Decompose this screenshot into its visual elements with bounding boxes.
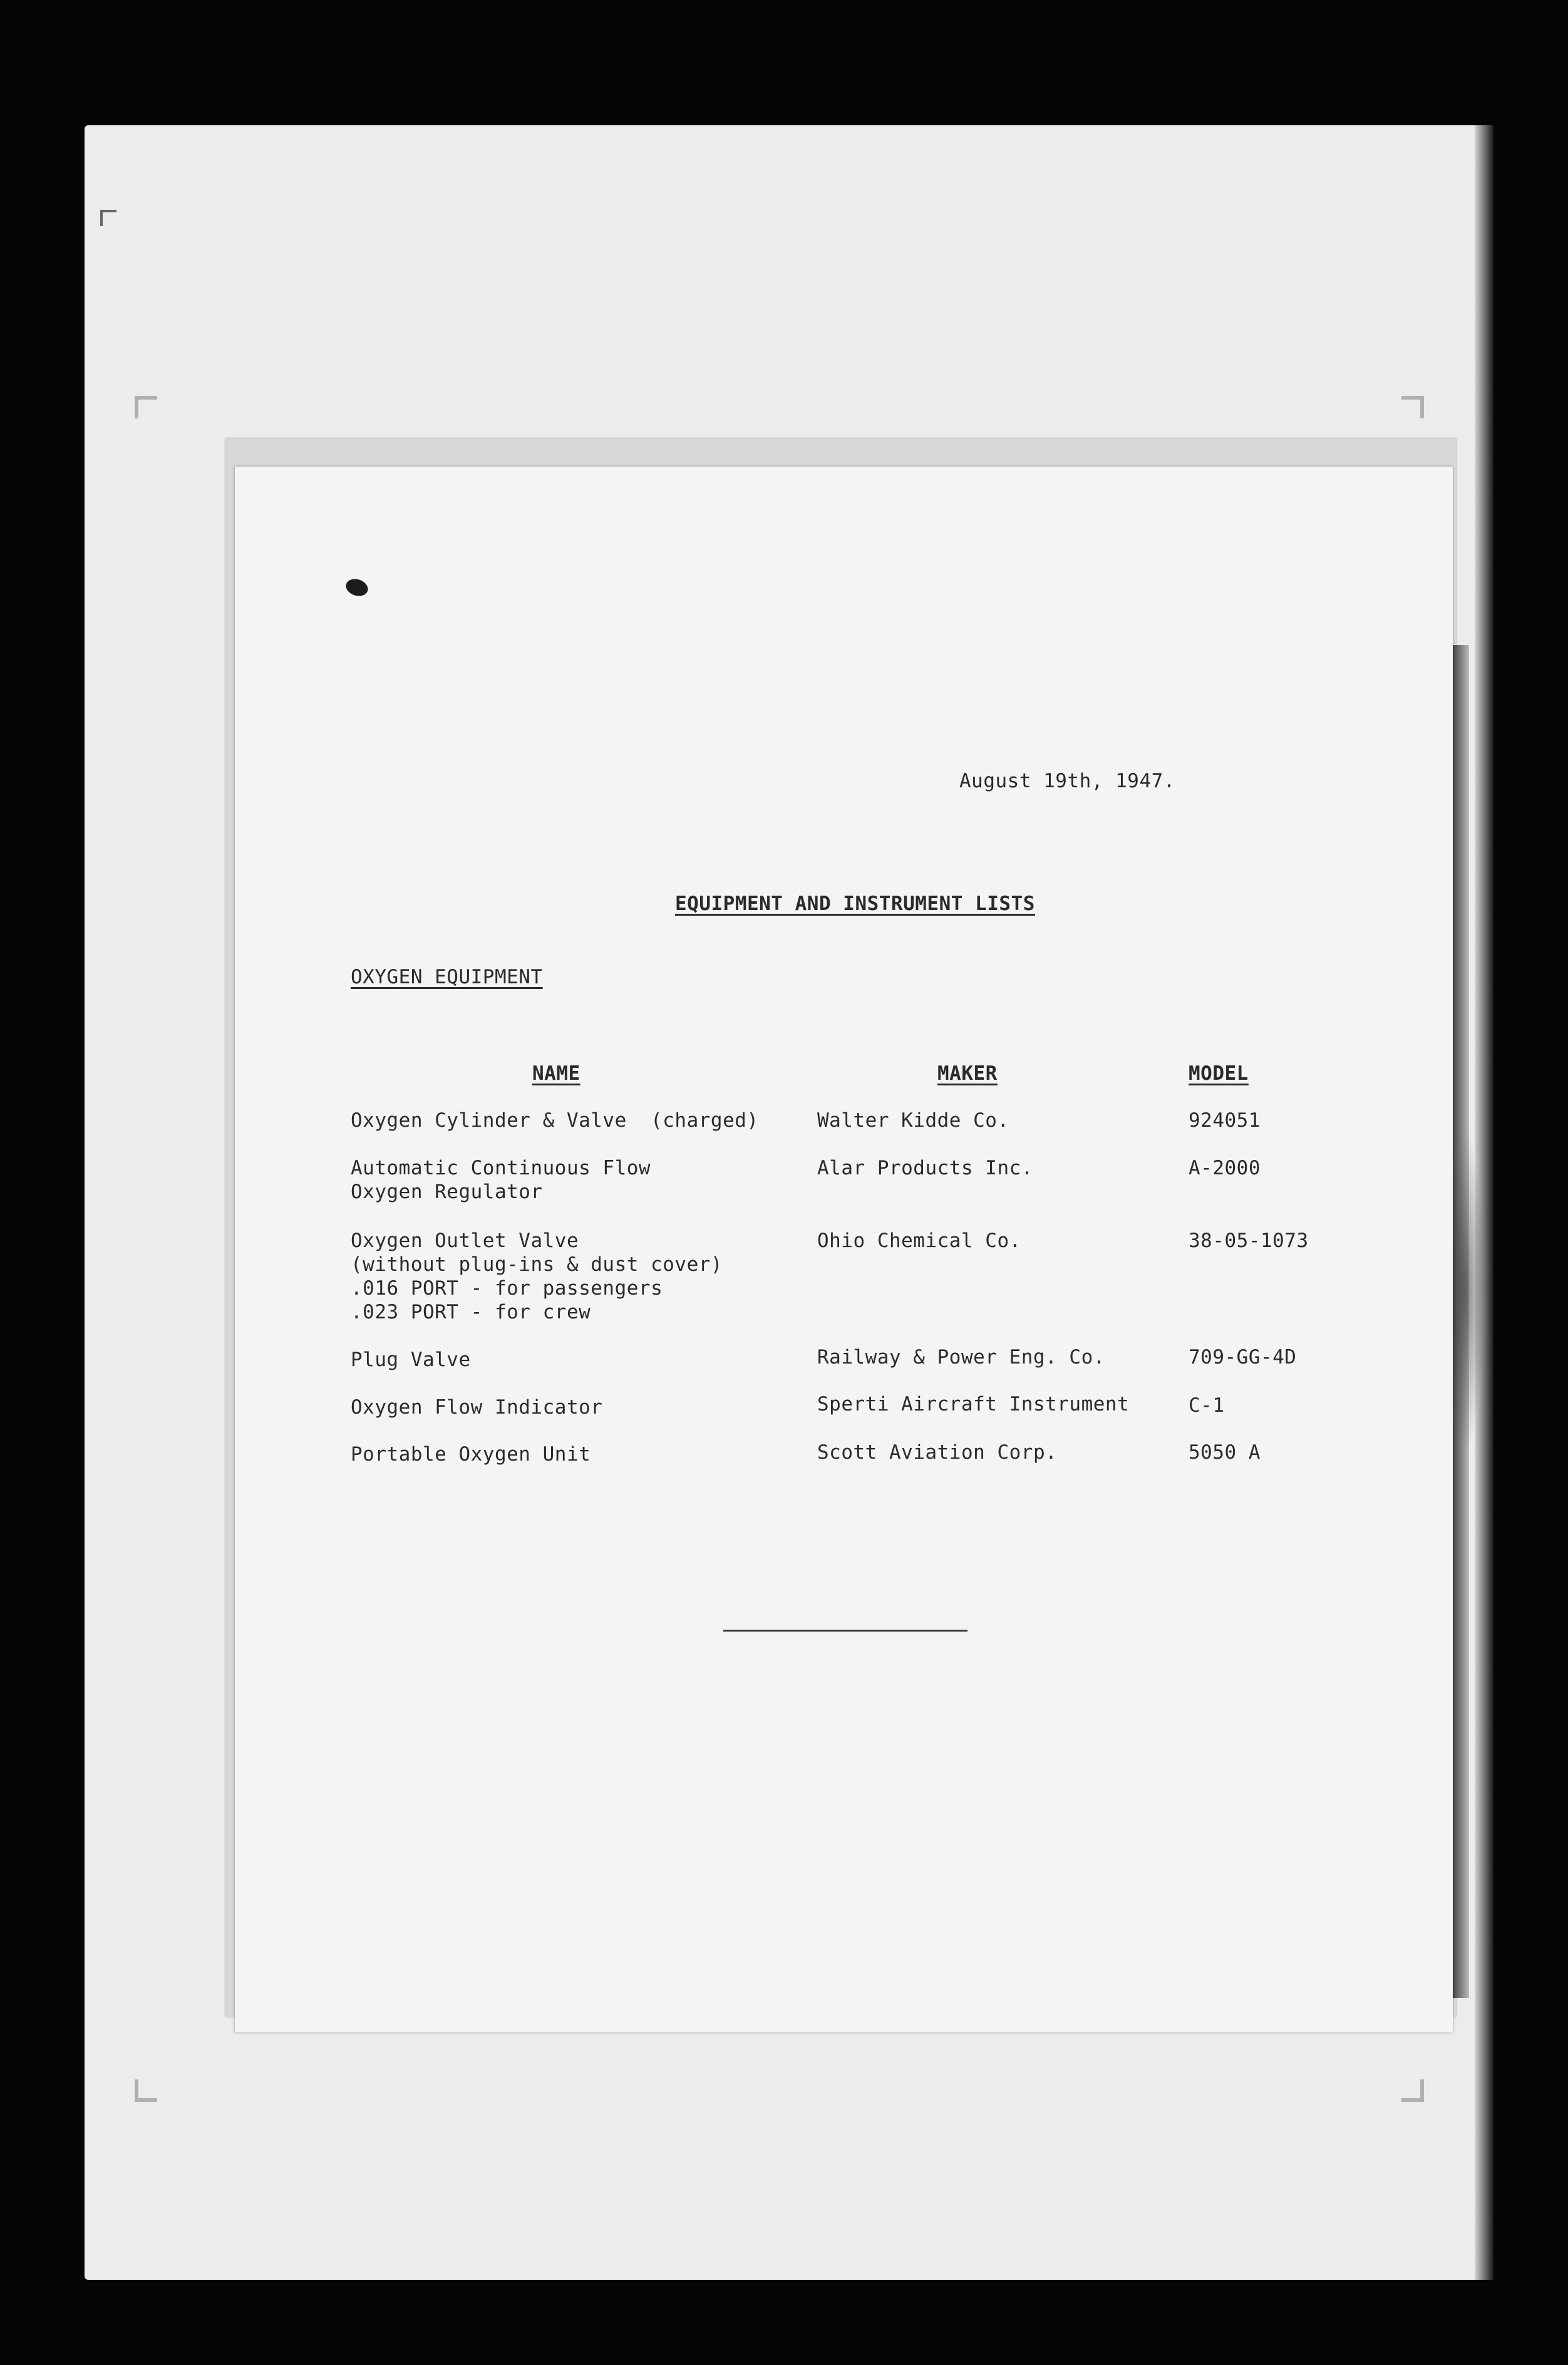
row-name-line: Oxygen Regulator: [351, 1181, 543, 1203]
corner-mark: [1401, 2079, 1424, 2102]
document-title: EQUIPMENT AND INSTRUMENT LISTS: [675, 893, 1035, 915]
section-heading: OXYGEN EQUIPMENT: [351, 966, 543, 988]
row-name-line: Automatic Continuous Flow: [351, 1157, 651, 1179]
corner-mark: [135, 2079, 157, 2102]
row-model: C-1: [1189, 1394, 1225, 1417]
document-date: August 19th, 1947.: [959, 770, 1175, 792]
corner-mark: [1401, 396, 1424, 418]
row-maker: Sperti Aircraft Instrument: [817, 1393, 1130, 1415]
row-name-line: .016 PORT - for passengers: [351, 1277, 663, 1300]
corner-mark: [135, 396, 157, 418]
row-name-line: Plug Valve: [351, 1348, 471, 1371]
row-name-line: Oxygen Outlet Valve: [351, 1229, 579, 1252]
column-header-name: NAME: [532, 1062, 580, 1085]
corner-mark: [100, 210, 116, 226]
row-model: A-2000: [1189, 1157, 1261, 1179]
row-name-line: Portable Oxygen Unit: [351, 1443, 591, 1466]
row-maker: Scott Aviation Corp.: [817, 1441, 1058, 1464]
column-header-model: MODEL: [1189, 1062, 1249, 1085]
row-maker: Alar Products Inc.: [817, 1157, 1033, 1179]
row-model: 709-GG-4D: [1189, 1346, 1297, 1369]
row-name-line: (without plug-ins & dust cover): [351, 1253, 723, 1276]
column-header-maker: MAKER: [937, 1062, 998, 1085]
row-name-line: Oxygen Cylinder & Valve (charged): [351, 1109, 759, 1132]
row-model: 38-05-1073: [1189, 1229, 1309, 1252]
row-name-line: Oxygen Flow Indicator: [351, 1396, 603, 1419]
row-model: 924051: [1189, 1109, 1261, 1132]
row-model: 5050 A: [1189, 1441, 1261, 1464]
row-maker: Walter Kidde Co.: [817, 1109, 1009, 1132]
row-maker: Ohio Chemical Co.: [817, 1229, 1021, 1252]
row-maker: Railway & Power Eng. Co.: [817, 1346, 1105, 1369]
end-rule: [723, 1630, 967, 1632]
row-name-line: .023 PORT - for crew: [351, 1301, 591, 1323]
